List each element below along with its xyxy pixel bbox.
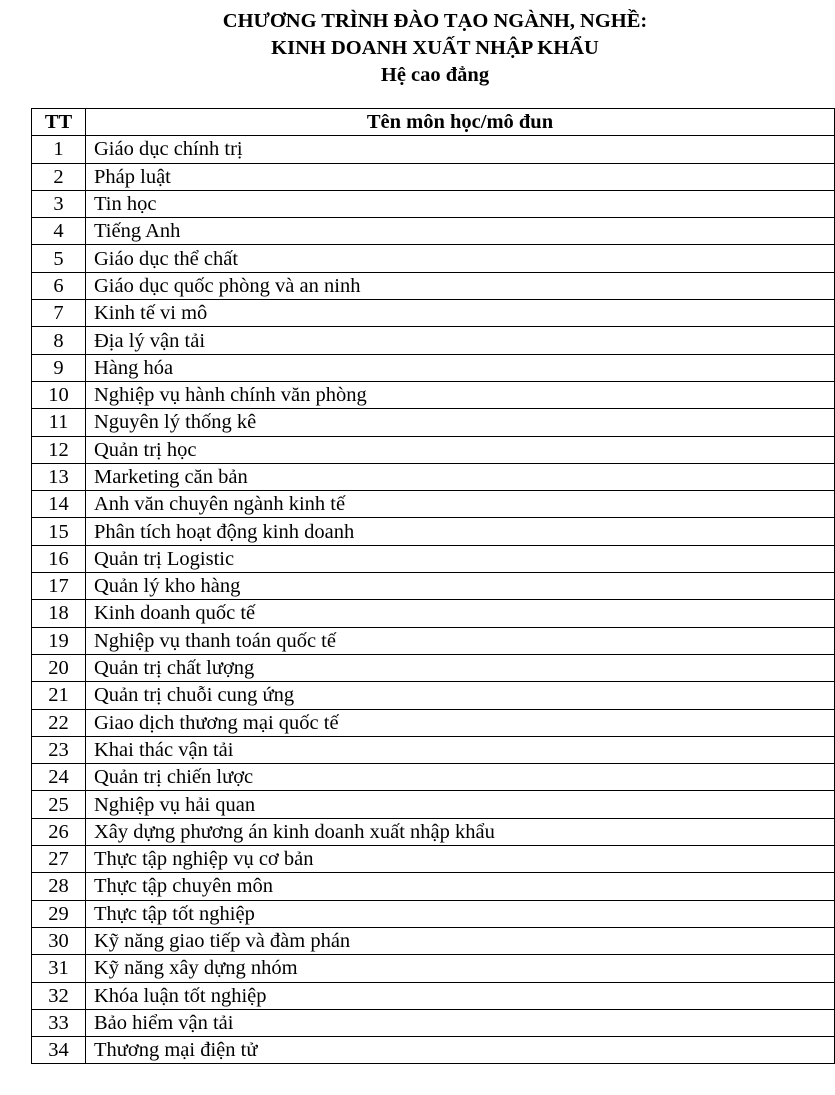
document-title: CHƯƠNG TRÌNH ĐÀO TẠO NGÀNH, NGHỀ: <box>222 10 648 32</box>
row-number: 14 <box>32 491 86 518</box>
table-row <box>32 545 835 572</box>
table-row <box>32 1037 835 1064</box>
row-number: 22 <box>32 709 86 736</box>
subject-name: Quản trị chiến lược <box>86 764 835 791</box>
curriculum-table <box>31 108 835 1064</box>
row-number: 19 <box>32 627 86 654</box>
row-number: 2 <box>32 163 86 190</box>
subject-name: Nghiệp vụ hải quan <box>86 791 835 818</box>
row-number: 34 <box>32 1037 86 1064</box>
table-body <box>32 136 835 1064</box>
table-row <box>32 136 835 163</box>
table-row <box>32 463 835 490</box>
row-number: 12 <box>32 436 86 463</box>
table-row <box>32 245 835 272</box>
row-number: 4 <box>32 218 86 245</box>
row-number: 27 <box>32 846 86 873</box>
row-number: 10 <box>32 381 86 408</box>
table-row <box>32 873 835 900</box>
subject-name: Khai thác vận tải <box>86 736 835 763</box>
row-number: 28 <box>32 873 86 900</box>
row-number: 16 <box>32 545 86 572</box>
row-number: 5 <box>32 245 86 272</box>
subject-name: Thương mại điện tử <box>86 1037 835 1064</box>
table-row <box>32 436 835 463</box>
row-number: 17 <box>32 573 86 600</box>
row-number: 8 <box>32 327 86 354</box>
table-row <box>32 791 835 818</box>
subject-name: Tin học <box>86 190 835 217</box>
table-row <box>32 300 835 327</box>
subject-name: Hàng hóa <box>86 354 835 381</box>
subject-name: Anh văn chuyên ngành kinh tế <box>86 491 835 518</box>
table-row <box>32 354 835 381</box>
table-row <box>32 900 835 927</box>
table-row <box>32 327 835 354</box>
row-number: 33 <box>32 1009 86 1036</box>
table-row <box>32 955 835 982</box>
subject-name: Kinh tế vi mô <box>86 300 835 327</box>
table-row <box>32 272 835 299</box>
row-number: 9 <box>32 354 86 381</box>
table-row <box>32 218 835 245</box>
table-row <box>32 818 835 845</box>
table-row <box>32 682 835 709</box>
row-number: 29 <box>32 900 86 927</box>
column-header-tt: TT <box>32 109 86 136</box>
subject-name: Thực tập nghiệp vụ cơ bản <box>86 846 835 873</box>
table-row <box>32 736 835 763</box>
table-row <box>32 409 835 436</box>
row-number: 32 <box>32 982 86 1009</box>
table-row <box>32 518 835 545</box>
subject-name: Kỹ năng xây dựng nhóm <box>86 955 835 982</box>
table-row <box>32 654 835 681</box>
row-number: 6 <box>32 272 86 299</box>
subject-name: Địa lý vận tải <box>86 327 835 354</box>
subject-name: Pháp luật <box>86 163 835 190</box>
program-name: KINH DOANH XUẤT NHẬP KHẨU <box>271 37 599 59</box>
subject-name: Tiếng Anh <box>86 218 835 245</box>
subject-name: Quản trị chuỗi cung ứng <box>86 682 835 709</box>
subject-name: Kinh doanh quốc tế <box>86 600 835 627</box>
table-row <box>32 163 835 190</box>
row-number: 26 <box>32 818 86 845</box>
row-number: 3 <box>32 190 86 217</box>
subject-name: Thực tập chuyên môn <box>86 873 835 900</box>
row-number: 23 <box>32 736 86 763</box>
row-number: 31 <box>32 955 86 982</box>
column-header-subject: Tên môn học/mô đun <box>86 109 835 136</box>
row-number: 1 <box>32 136 86 163</box>
subject-name: Nguyên lý thống kê <box>86 409 835 436</box>
subject-name: Nghiệp vụ hành chính văn phòng <box>86 381 835 408</box>
subject-name: Giáo dục chính trị <box>86 136 835 163</box>
table-row <box>32 982 835 1009</box>
subject-name: Bảo hiểm vận tải <box>86 1009 835 1036</box>
table-row <box>32 846 835 873</box>
table-row <box>32 709 835 736</box>
row-number: 21 <box>32 682 86 709</box>
subject-name: Kỹ năng giao tiếp và đàm phán <box>86 927 835 954</box>
table-row <box>32 573 835 600</box>
table-row <box>32 764 835 791</box>
table-row <box>32 190 835 217</box>
row-number: 13 <box>32 463 86 490</box>
subject-name: Khóa luận tốt nghiệp <box>86 982 835 1009</box>
row-number: 24 <box>32 764 86 791</box>
table-row <box>32 627 835 654</box>
table-header-row <box>32 109 835 136</box>
subject-name: Xây dựng phương án kinh doanh xuất nhập khẩu <box>86 818 835 845</box>
row-number: 30 <box>32 927 86 954</box>
table-row <box>32 600 835 627</box>
row-number: 11 <box>32 409 86 436</box>
table-row <box>32 381 835 408</box>
subject-name: Quản trị Logistic <box>86 545 835 572</box>
table-row <box>32 1009 835 1036</box>
subject-name: Phân tích hoạt động kinh doanh <box>86 518 835 545</box>
subject-name: Giao dịch thương mại quốc tế <box>86 709 835 736</box>
row-number: 20 <box>32 654 86 681</box>
row-number: 7 <box>32 300 86 327</box>
table-row <box>32 927 835 954</box>
row-number: 25 <box>32 791 86 818</box>
subject-name: Quản trị học <box>86 436 835 463</box>
row-number: 15 <box>32 518 86 545</box>
subject-name: Quản lý kho hàng <box>86 573 835 600</box>
document-header <box>0 8 835 89</box>
subject-name: Nghiệp vụ thanh toán quốc tế <box>86 627 835 654</box>
subject-name: Marketing căn bản <box>86 463 835 490</box>
subject-name: Giáo dục quốc phòng và an ninh <box>86 272 835 299</box>
row-number: 18 <box>32 600 86 627</box>
program-level: Hệ cao đẳng <box>380 64 490 86</box>
subject-name: Thực tập tốt nghiệp <box>86 900 835 927</box>
subject-name: Giáo dục thể chất <box>86 245 835 272</box>
subject-name: Quản trị chất lượng <box>86 654 835 681</box>
table-row <box>32 491 835 518</box>
